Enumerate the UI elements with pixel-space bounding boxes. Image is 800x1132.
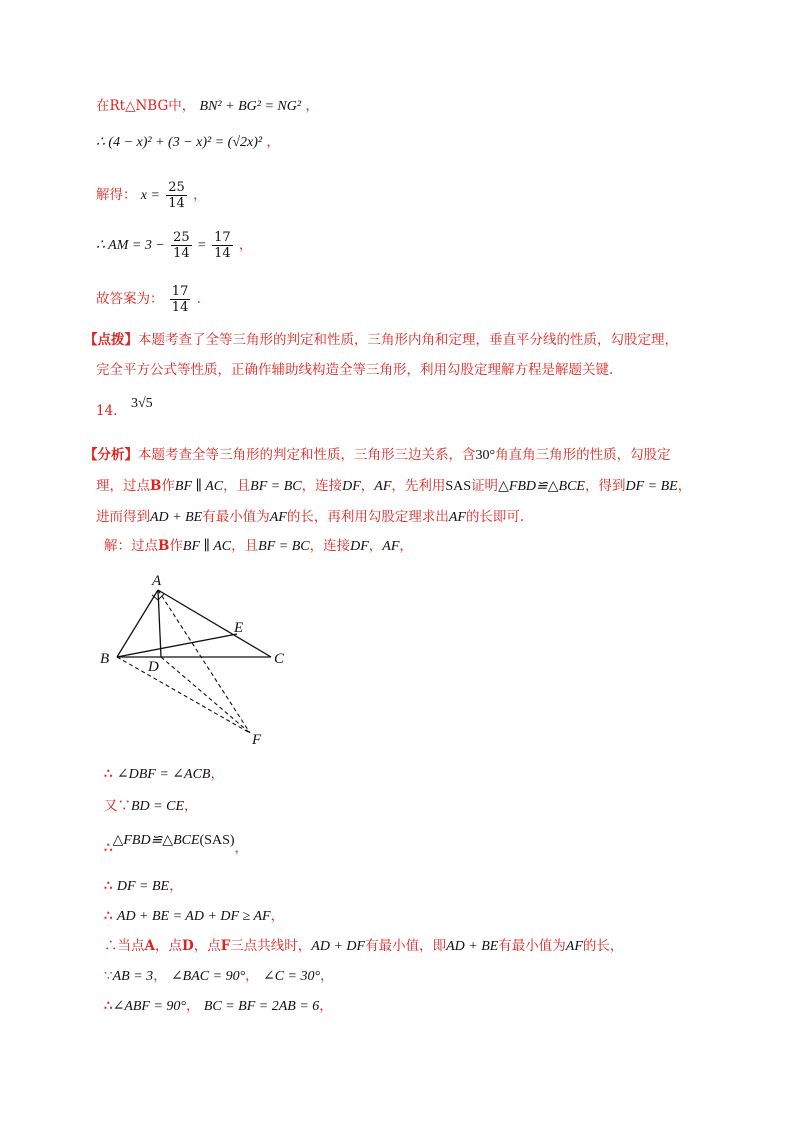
tip-paragraph xyxy=(84,325,714,385)
punctuation: ， xyxy=(305,98,319,114)
proof-step-1: ∴ ∠DBF = ∠ACB， xyxy=(104,766,224,782)
equation: x = xyxy=(140,188,160,203)
punctuation: ， xyxy=(193,187,207,203)
fraction: $\frac{25}{14}$ xyxy=(173,230,190,261)
question-number: 14． xyxy=(96,403,127,419)
equation: ∴ AM = 3 − xyxy=(96,238,165,253)
segment-AF xyxy=(158,590,250,733)
proof-step-5: ∴ AD + BE = AD + DF ≥ AF， xyxy=(104,908,285,924)
fraction: $\frac{17}{14}$ xyxy=(171,284,189,315)
analysis-line-2: 理，过点B作BF ∥ AC，且BF = BC，连接DF，AF，先利用SAS证明△FBD≌△BCE，得到DF = BE， xyxy=(96,478,692,494)
proof-step-6: ∴当点A，点D，点F三点共线时，AD + DF有最小值，即AD + BE有最小值为AF的长， xyxy=(104,938,624,954)
tip-text-2: 完全平方公式等性质，正确作辅助线构造全等三角形，利用勾股定理解方程是解题关键. xyxy=(96,362,614,378)
label-F: F xyxy=(252,732,262,748)
answer-value: 3√5 xyxy=(130,396,153,411)
equation: BN² + BG² = NG² xyxy=(199,99,302,114)
step-line-3 xyxy=(96,178,207,213)
fraction: $\frac{17}{14}$ xyxy=(214,230,231,261)
tip-text-1: 本题考查了全等三角形的判定和性质，三角形内角和定理，垂直平分线的性质，勾股定理， xyxy=(138,332,678,348)
label-E: E xyxy=(234,620,244,636)
segment-BF xyxy=(117,657,250,733)
step-text: 解得： xyxy=(96,187,137,203)
analysis-line-3: 进而得到AD + BE有最小值为AF的长，再利用勾股定理求出AF的长即可. xyxy=(96,509,525,525)
geometry-figure xyxy=(90,568,300,750)
step-line-1 xyxy=(96,96,319,117)
punctuation: . xyxy=(196,291,201,307)
punctuation: ， xyxy=(266,134,280,150)
proof-step-7: ∵AB = 3， ∠BAC = 90°， ∠C = 30°， xyxy=(104,968,334,984)
proof-step-4: ∴ DF = BE， xyxy=(104,878,183,894)
proof-step-2: 又∵BD = CE， xyxy=(104,798,198,814)
fraction: $\frac{25}{14}$ xyxy=(168,180,185,211)
step-text: 在Rt△NBG中， xyxy=(96,98,196,114)
segment-AC xyxy=(158,590,271,657)
tip-label: 【点拨】 xyxy=(84,332,138,348)
analysis-paragraph xyxy=(84,440,714,533)
analysis-line-1: 【分析】本题考查全等三角形的判定和性质，三角形三边关系，含30°角直角三角形的性质，勾股定 xyxy=(84,447,671,463)
equals-sign: = xyxy=(197,238,206,253)
step-line-4 xyxy=(96,228,252,263)
step-line-2 xyxy=(96,132,280,153)
label-B: B xyxy=(100,651,110,667)
equation: ∴ (4 − x)² + (3 − x)² = (√2x)² xyxy=(96,135,263,150)
question-14 xyxy=(96,398,153,425)
solution-intro: 解：过点B作BF ∥ AC，且BF = BC，连接DF，AF， xyxy=(104,538,413,554)
label-D: D xyxy=(148,659,159,675)
punctuation: ， xyxy=(238,237,253,253)
segment-DF xyxy=(161,657,250,733)
label-A: A xyxy=(152,573,162,589)
proof-step-3: ∴△FBD≌△BCE(SAS)， xyxy=(104,833,249,856)
label-C: C xyxy=(274,651,285,667)
segment-BE xyxy=(117,634,237,657)
answer-label: 故答案为： xyxy=(96,291,164,307)
proof-step-8: ∴∠ABF = 90°， BC = BF = 2AB = 6， xyxy=(104,998,333,1014)
step-line-5 xyxy=(96,282,201,316)
segment-AB xyxy=(117,590,158,657)
